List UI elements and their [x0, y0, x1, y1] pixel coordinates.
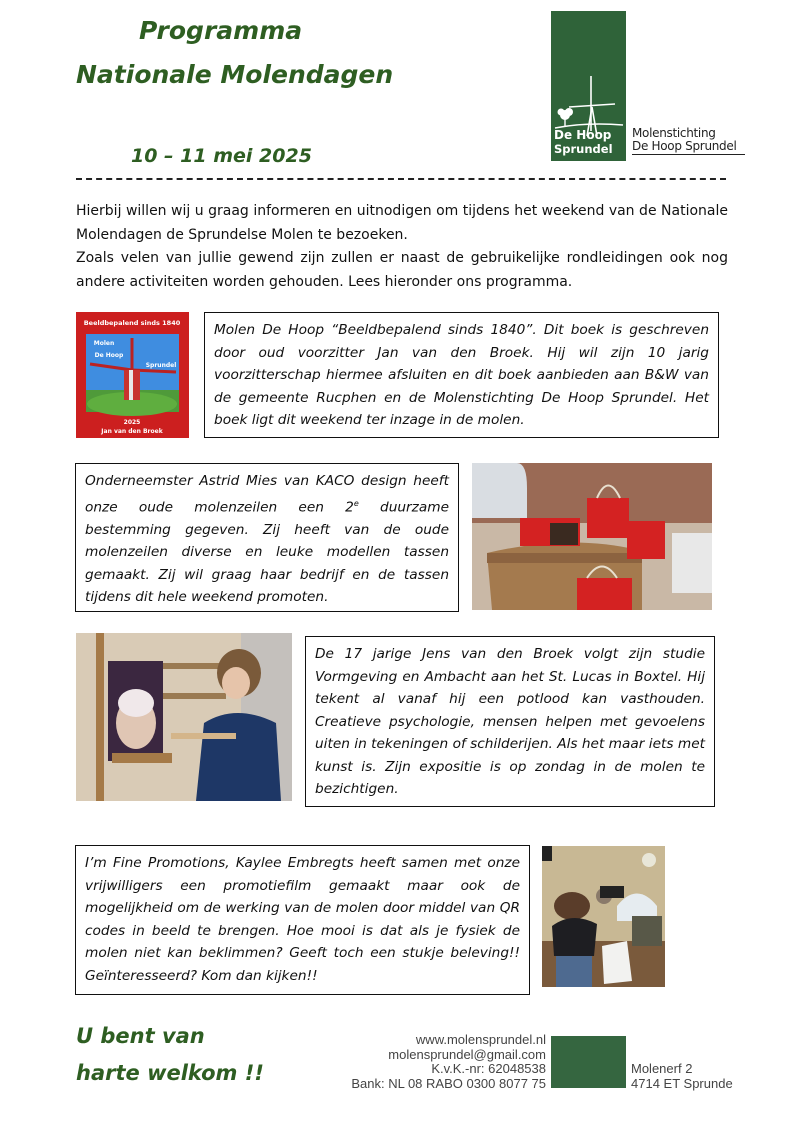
book-cover-title: Beeldbepalend sinds 1840	[83, 319, 181, 327]
logo-name	[632, 127, 737, 153]
book-cover-line3: Sprundel	[145, 362, 177, 369]
item-bags-text	[75, 463, 459, 612]
address	[631, 1062, 733, 1091]
book-cover-year: 2025	[123, 419, 141, 426]
program-title: Programma	[139, 16, 303, 45]
logo-mark	[551, 11, 626, 161]
footer-green-block	[551, 1036, 626, 1088]
windmill-icon	[551, 11, 626, 161]
welcome-line-1: U bent van	[76, 1024, 205, 1048]
intro-paragraph-1: Hierbij willen wij u graag informeren en uitnodigen om tijdens het weekend van de Nationale Molendagen de Sprundelse Molen te bezoeken.	[76, 203, 728, 243]
logo-mark-text-1: De Hoop	[554, 128, 612, 142]
book-cover-line1: Molen	[93, 340, 115, 347]
item-painter-text: De 17 jarige Jens van den Broek volgt zijn studie Vormgeving en Ambacht aan het St. Lucas in Boxtel. Hij tekent al vanaf hij een potlood kan vasthouden. Creatieve psychologie, mensen helpen met gevoelens uiten in tekeningen of schilderijen. Als het maar iets met kunst is. Zijn expositie is op zondag in de molen te bezichtigen.	[305, 636, 715, 807]
item-book-text: Molen De Hoop “Beeldbepalend sinds 1840”. Dit boek is geschreven door oud voorzitter Jan van den Broek. Hij wil zijn 10 jarig voorzitterschap hiermee afsluiten en dit boek aanbieden aan B&W van de gemeente Rucphen en de Molenstichting De Hoop Sprundel. Het boek ligt dit weekend ter inzage in de molen.	[204, 312, 719, 438]
logo-mark-text-2: Sprundel	[554, 142, 613, 156]
event-date: 10 – 11 mei 2025	[131, 145, 312, 167]
filming-photo	[542, 846, 665, 987]
contact-info	[300, 1033, 546, 1091]
book-cover-image	[76, 312, 189, 438]
logo-name-line1: Molenstichting	[632, 126, 716, 140]
item-bags-text-start: Onderneemster Astrid Mies van KACO design heeft onze oude molenzeilen een 2	[85, 473, 449, 516]
address-line-2: 4714 ET Sprunde	[631, 1075, 733, 1091]
intro-paragraph-2: Zoals velen van jullie gewend zijn zullen er naast de gebruikelijke rondleidingen ook nog andere activiteiten worden gehouden. Lees hieronder ons programma.	[76, 250, 728, 290]
logo-name-line2: De Hoop Sprundel	[632, 139, 737, 153]
welcome-line-2: harte welkom !!	[76, 1061, 264, 1085]
dashed-divider	[76, 178, 726, 183]
item-bags-superscript: e	[353, 498, 359, 508]
book-cover-line2: De Hoop	[94, 352, 124, 359]
intro-text	[76, 200, 728, 294]
item-bags-text-end: duurzame bestemming gegeven. Zij heeft van de oude molenzeilen diverse en leuke modellen tassen gemaakt. Zij wil graag haar bedrijf en de tassen tijdens dit hele weekend promoten.	[85, 499, 449, 606]
event-title: Nationale Molendagen	[76, 60, 394, 89]
painter-photo	[76, 633, 292, 801]
item-promotion-text: I’m Fine Promotions, Kaylee Embregts heeft samen met onze vrijwilligers een promotiefilm gemaakt maar ook de mogelijkheid om de werking van de molen door middel van QR codes in beeld te brengen. Hoe mooi is dat als je fysiek de molen niet kan beklimmen? Geeft toch een stukje beleving!! Geïnteresseerd? Kom dan kijken!!	[75, 845, 530, 995]
bags-photo	[472, 463, 712, 610]
website-link[interactable]: www.molensprundel.nl	[415, 1032, 546, 1047]
bank-account: Bank: NL 08 RABO 0300 8077 75	[351, 1075, 546, 1091]
email-link[interactable]: molensprundel@gmail.com	[388, 1046, 546, 1062]
book-cover-author: Jan van den Broek	[101, 428, 163, 435]
address-line-1: Molenerf 2	[631, 1061, 693, 1076]
logo-underline	[632, 154, 745, 155]
kvk-number: K.v.K.-nr: 62048538	[431, 1061, 546, 1076]
